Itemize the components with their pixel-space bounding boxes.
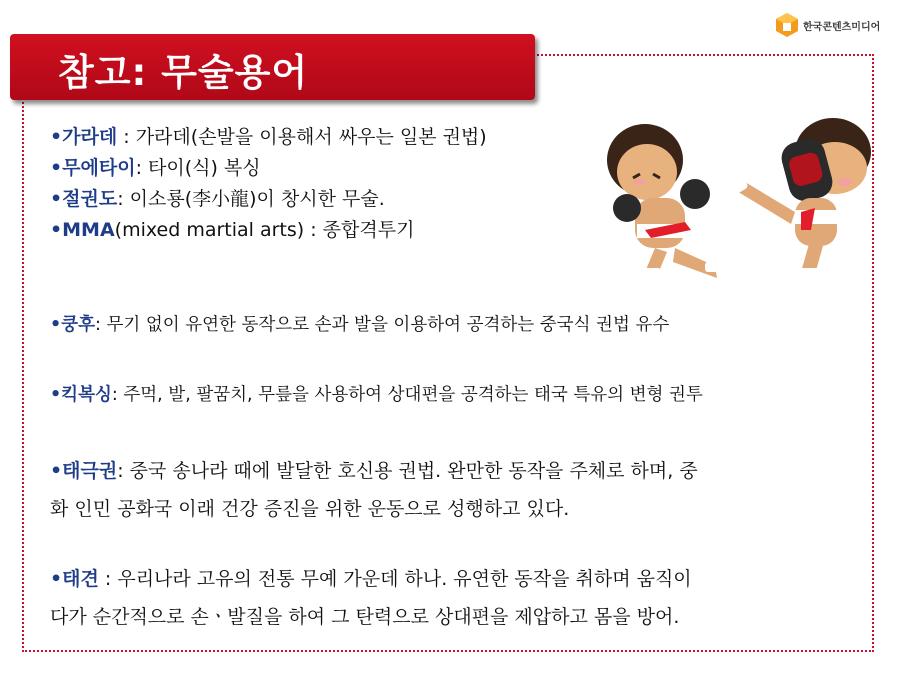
page-title: 참고: 무술용어 (58, 51, 309, 94)
term-name: •가라데 (50, 126, 118, 148)
term-item-muay-thai (50, 153, 261, 183)
logo-text: 한국콘텐츠미디어 (803, 22, 881, 33)
term-name: •쿵후 (50, 315, 95, 335)
term-name: •태견 (50, 568, 99, 590)
term-description: (mixed martial arts) : 종합격투기 (114, 219, 415, 241)
left-fighter-figure (607, 124, 729, 278)
term-description: : 가라데(손발을 이용해서 싸우는 일본 권법) (117, 126, 487, 148)
term-item-taekkyon (50, 560, 692, 636)
term-item-kickboxing (50, 380, 703, 410)
term-name: •절권도 (50, 188, 118, 210)
term-item-kung-fu (50, 310, 669, 340)
term-description: : 이소룡(李小龍)이 창시한 무술. (117, 188, 385, 210)
term-name: •무에타이 (50, 157, 136, 179)
logo-icon (775, 12, 799, 38)
term-item-tai-chi (50, 452, 698, 528)
term-name: •킥복싱 (50, 385, 112, 405)
term-description-continued: 다가 순간적으로 손ㆍ발질을 하여 그 탄력으로 상대편을 제압하고 몸을 방어. (50, 606, 680, 628)
term-description: : 주먹, 발, 팔꿈치, 무릎을 사용하여 상대편을 공격하는 태국 특유의 변형 권투 (111, 385, 703, 405)
term-description: : 무기 없이 유연한 동작으로 손과 발을 이용하여 공격하는 중국식 권법 유수 (95, 315, 670, 335)
term-description: : 중국 송나라 때에 발달한 호신용 권법. 완만한 동작을 주체로 하며, 중 (117, 460, 698, 482)
term-name: •태극권 (50, 460, 118, 482)
title-banner (10, 34, 535, 100)
term-description: : 타이(식) 복싱 (135, 157, 261, 179)
term-description: : 우리나라 고유의 전통 무예 가운데 하나. 유연한 동작을 취하며 움직이 (98, 568, 692, 590)
term-description-continued: 화 인민 공화국 이래 건강 증진을 위한 운동으로 성행하고 있다. (50, 498, 570, 520)
term-item-mma (50, 215, 414, 245)
company-logo (775, 12, 881, 38)
fighters-illustration (595, 112, 885, 292)
term-item-karate (50, 122, 487, 152)
term-name: •MMA (50, 219, 115, 241)
right-fighter-figure (721, 118, 871, 278)
term-item-jeet-kune-do (50, 184, 385, 214)
